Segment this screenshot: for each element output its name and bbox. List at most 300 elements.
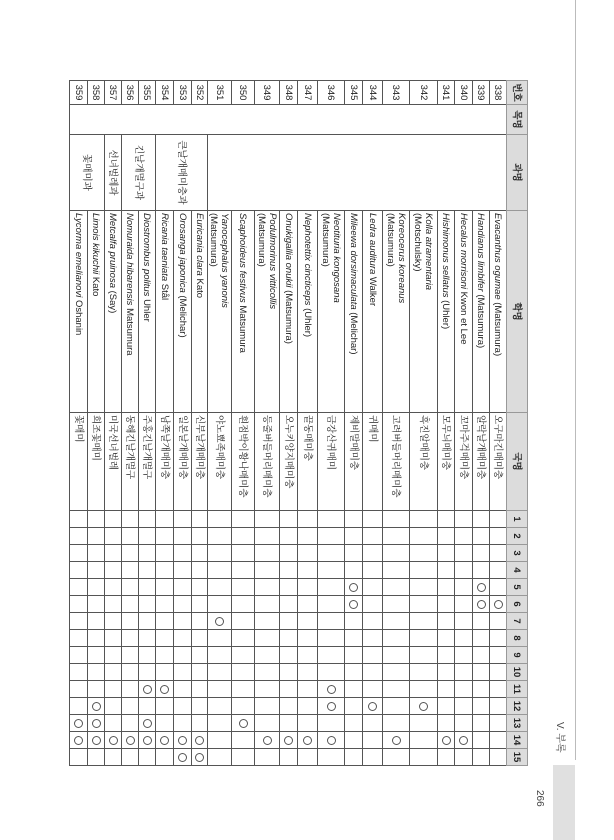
site-cell-15 [298,749,318,766]
site-cell-7 [255,613,280,630]
site-cell-4 [383,562,410,579]
site-cell-4 [318,562,345,579]
site-cell-2 [88,528,105,545]
site-cell-5 [208,579,232,596]
site-cell-10 [318,664,345,681]
row-number: 357 [105,81,122,105]
presence-circle-icon [195,753,204,762]
site-cell-7 [122,613,139,630]
row-number: 342 [410,81,438,105]
site-cell-13 [298,715,318,732]
scientific-name [139,211,156,413]
site-cell-7 [318,613,345,630]
site-cell-10 [174,664,192,681]
site-cell-3 [455,545,473,562]
site-cell-1 [438,511,455,528]
family-cell: 큰날개매미충과 [156,135,208,211]
site-cell-15 [490,749,507,766]
site-cell-1 [105,511,122,528]
site-cell-10 [455,664,473,681]
site-cell-7 [490,613,507,630]
presence-circle-icon [143,719,152,728]
site-cell-5 [192,579,208,596]
presence-circle-icon [477,600,486,609]
site-cell-9 [280,647,298,664]
presence-circle-icon [419,702,428,711]
site-cell-6 [455,596,473,613]
site-cell-14 [88,732,105,749]
species-name: Orosanga japonica [177,213,188,293]
author: (Matsumura) [475,294,487,349]
presence-circle-icon [368,702,377,711]
site-cell-15 [139,749,156,766]
site-cell-13 [438,715,455,732]
site-cell-4 [490,562,507,579]
site-cell-1 [363,511,383,528]
site-cell-14 [139,732,156,749]
scientific-name [438,211,455,413]
presence-circle-icon [263,736,272,745]
family-cell: 꽃매미과 [70,135,105,211]
author: Kato [194,278,205,299]
site-cell-14 [473,732,490,749]
site-cell-8 [70,630,88,647]
site-cell-4 [473,562,490,579]
site-cell-4 [280,562,298,579]
site-cell-6 [232,596,255,613]
site-cell-15 [345,749,363,766]
header-site-14: 14 [507,732,528,749]
site-cell-10 [345,664,363,681]
header-site-10: 10 [507,664,528,681]
species-name: Handianus limbifer [475,213,487,292]
site-cell-13 [318,715,345,732]
site-cell-14 [208,732,232,749]
site-cell-2 [438,528,455,545]
table-row [490,81,507,766]
site-cell-11 [122,681,139,698]
site-cell-8 [298,630,318,647]
author: (Melichar) [348,312,359,355]
species-name: Evacanthus ogumae [492,213,504,300]
site-cell-1 [345,511,363,528]
site-cell-12 [473,698,490,715]
site-cell-2 [298,528,318,545]
scientific-name [318,211,345,413]
site-cell-5 [122,579,139,596]
site-cell-6 [383,596,410,613]
site-cell-7 [455,613,473,630]
site-cell-15 [105,749,122,766]
site-cell-14 [363,732,383,749]
scientific-name [208,211,232,413]
site-cell-1 [208,511,232,528]
site-cell-1 [156,511,174,528]
presence-circle-icon [392,736,401,745]
site-cell-6 [70,596,88,613]
site-cell-15 [70,749,88,766]
korean-name: 야노뾰족매미충 [208,413,232,511]
author: Stål [159,283,170,301]
site-cell-11 [383,681,410,698]
site-cell-15 [174,749,192,766]
site-cell-14 [122,732,139,749]
site-cell-13 [156,715,174,732]
presence-circle-icon [126,736,135,745]
site-cell-7 [410,613,438,630]
site-cell-1 [232,511,255,528]
site-cell-3 [174,545,192,562]
site-cell-8 [174,630,192,647]
scientific-name [192,211,208,413]
presence-circle-icon [477,583,486,592]
row-number: 356 [122,81,139,105]
site-cell-13 [473,715,490,732]
site-cell-3 [363,545,383,562]
presence-circle-icon [195,736,204,745]
site-cell-8 [156,630,174,647]
row-number: 347 [298,81,318,105]
site-cell-5 [139,579,156,596]
site-cell-15 [232,749,255,766]
site-cell-10 [192,664,208,681]
margin-rule [575,0,576,760]
site-cell-2 [174,528,192,545]
site-cell-14 [438,732,455,749]
korean-name: 고려버들머리매미충 [383,413,410,511]
table-row [192,81,208,766]
header-no: 번호 [507,81,528,105]
header-site-2: 2 [507,528,528,545]
scientific-name [298,211,318,413]
header-scientific-name: 학명 [507,211,528,413]
species-name: Nephotettix cincticeps [302,213,313,306]
site-cell-11 [156,681,174,698]
site-cell-11 [280,681,298,698]
site-cell-8 [105,630,122,647]
site-cell-3 [473,545,490,562]
site-cell-7 [70,613,88,630]
site-cell-6 [318,596,345,613]
row-number: 350 [232,81,255,105]
site-cell-13 [255,715,280,732]
row-number: 339 [473,81,490,105]
site-cell-6 [208,596,232,613]
row-number: 343 [383,81,410,105]
site-cell-13 [88,715,105,732]
site-cell-2 [383,528,410,545]
site-cell-3 [139,545,156,562]
site-cell-10 [490,664,507,681]
site-cell-13 [490,715,507,732]
scientific-name [70,211,88,413]
site-cell-6 [192,596,208,613]
presence-circle-icon [92,719,101,728]
presence-circle-icon [239,719,248,728]
site-cell-5 [410,579,438,596]
site-cell-12 [156,698,174,715]
presence-circle-icon [442,736,451,745]
site-cell-6 [139,596,156,613]
presence-circle-icon [349,583,358,592]
author: Kwon et Lee [458,291,469,345]
author: (Matsumura) [492,302,504,357]
site-cell-5 [473,579,490,596]
site-cell-12 [139,698,156,715]
row-number: 349 [255,81,280,105]
site-cell-13 [455,715,473,732]
site-cell-10 [298,664,318,681]
header-site-12: 12 [507,698,528,715]
site-cell-11 [345,681,363,698]
presence-circle-icon [459,736,468,745]
row-number: 359 [70,81,88,105]
header-site-8: 8 [507,630,528,647]
site-cell-12 [232,698,255,715]
site-cell-8 [473,630,490,647]
header-site-1: 1 [507,511,528,528]
site-cell-12 [70,698,88,715]
site-cell-12 [208,698,232,715]
site-cell-15 [122,749,139,766]
site-cell-9 [192,647,208,664]
site-cell-2 [156,528,174,545]
site-cell-9 [139,647,156,664]
family-cell: 긴날개멸구과 [122,135,156,211]
site-cell-12 [363,698,383,715]
site-cell-6 [174,596,192,613]
site-cell-11 [88,681,105,698]
site-cell-9 [473,647,490,664]
species-name: Yanocephalus yanonis [219,213,231,308]
row-number: 354 [156,81,174,105]
site-cell-13 [410,715,438,732]
site-cell-12 [438,698,455,715]
species-name: Scaphoideus festivus [237,213,249,303]
species-name: Koreocerus koreanus [396,213,407,304]
site-cell-3 [318,545,345,562]
site-cell-2 [232,528,255,545]
header-site-3: 3 [507,545,528,562]
site-cell-13 [232,715,255,732]
site-cell-12 [383,698,410,715]
author: Matsumura [124,308,136,356]
presence-circle-icon [349,600,358,609]
site-cell-1 [473,511,490,528]
site-cell-14 [345,732,363,749]
site-cell-10 [255,664,280,681]
author: (Matsumura) [385,213,396,267]
site-cell-9 [88,647,105,664]
site-cell-3 [122,545,139,562]
korean-name: 오구마긴매미충 [490,413,507,511]
site-cell-4 [105,562,122,579]
site-cell-13 [383,715,410,732]
site-cell-9 [255,647,280,664]
row-number: 355 [139,81,156,105]
header-site-7: 7 [507,613,528,630]
site-cell-9 [232,647,255,664]
site-cell-5 [156,579,174,596]
site-cell-8 [192,630,208,647]
site-cell-6 [88,596,105,613]
author: Walker [367,276,378,307]
korean-name: 모무늬매미충 [438,413,455,511]
scientific-name [383,211,410,413]
site-cell-15 [280,749,298,766]
korean-name: 오누키양지매미충 [280,413,298,511]
author: Uhler [141,299,153,322]
site-cell-2 [70,528,88,545]
site-cell-13 [122,715,139,732]
site-cell-8 [139,630,156,647]
row-number: 352 [192,81,208,105]
site-cell-2 [345,528,363,545]
site-cell-7 [88,613,105,630]
site-cell-2 [490,528,507,545]
site-cell-4 [122,562,139,579]
site-cell-1 [70,511,88,528]
site-cell-9 [490,647,507,664]
site-cell-3 [105,545,122,562]
site-cell-15 [208,749,232,766]
author: Kato [90,276,102,297]
header-site-11: 11 [507,681,528,698]
site-cell-14 [490,732,507,749]
species-name: Onukigallia onukii [283,213,294,288]
presence-circle-icon [160,736,169,745]
site-cell-13 [105,715,122,732]
site-cell-4 [410,562,438,579]
site-cell-3 [345,545,363,562]
site-cell-12 [318,698,345,715]
site-cell-14 [174,732,192,749]
site-cell-8 [88,630,105,647]
site-cell-14 [383,732,410,749]
site-cell-4 [438,562,455,579]
row-number: 348 [280,81,298,105]
site-cell-7 [363,613,383,630]
presence-circle-icon [92,736,101,745]
site-cell-12 [298,698,318,715]
scientific-name [490,211,507,413]
site-cell-7 [383,613,410,630]
site-cell-15 [192,749,208,766]
site-cell-5 [105,579,122,596]
site-cell-12 [174,698,192,715]
site-cell-11 [192,681,208,698]
site-cell-11 [318,681,345,698]
row-number: 338 [490,81,507,105]
site-cell-2 [122,528,139,545]
site-cell-5 [438,579,455,596]
site-cell-5 [383,579,410,596]
site-cell-11 [298,681,318,698]
species-name: Limois kikuchii [90,213,102,275]
site-cell-3 [490,545,507,562]
site-cell-7 [473,613,490,630]
site-cell-12 [490,698,507,715]
species-name: Euricania clara [194,213,205,276]
site-cell-1 [255,511,280,528]
site-cell-2 [208,528,232,545]
site-cell-12 [280,698,298,715]
site-cell-3 [156,545,174,562]
site-cell-15 [473,749,490,766]
korean-name: 꽃매미 [70,413,88,511]
site-cell-9 [410,647,438,664]
site-cell-11 [473,681,490,698]
site-cell-6 [410,596,438,613]
korean-name: 일본날개매미충 [174,413,192,511]
site-cell-5 [490,579,507,596]
site-cell-15 [363,749,383,766]
species-table [69,80,528,766]
korean-name: 제비말매미충 [345,413,363,511]
site-cell-15 [410,749,438,766]
site-cell-4 [208,562,232,579]
site-cell-1 [88,511,105,528]
site-cell-14 [318,732,345,749]
site-cell-14 [255,732,280,749]
site-cell-9 [208,647,232,664]
section-label: V. 부록 [554,722,565,753]
site-cell-14 [156,732,174,749]
species-name: Diostrombus politus [141,213,153,297]
site-cell-9 [122,647,139,664]
row-number: 345 [345,81,363,105]
site-cell-6 [345,596,363,613]
site-cell-10 [122,664,139,681]
site-cell-2 [192,528,208,545]
site-cell-12 [105,698,122,715]
header-site-6: 6 [507,596,528,613]
row-number: 344 [363,81,383,105]
site-cell-3 [280,545,298,562]
species-table-rotated [69,80,528,765]
presence-circle-icon [327,736,336,745]
site-cell-7 [438,613,455,630]
site-cell-1 [383,511,410,528]
site-cell-15 [383,749,410,766]
author: (Matsumura) [256,213,267,267]
site-cell-4 [192,562,208,579]
row-number: 346 [318,81,345,105]
site-cell-10 [280,664,298,681]
site-cell-4 [363,562,383,579]
site-cell-8 [383,630,410,647]
site-cell-7 [298,613,318,630]
site-cell-4 [88,562,105,579]
row-number: 358 [88,81,105,105]
scientific-name [232,211,255,413]
site-cell-5 [174,579,192,596]
scientific-name [156,211,174,413]
site-cell-7 [105,613,122,630]
scientific-name [363,211,383,413]
site-cell-13 [345,715,363,732]
site-cell-15 [88,749,105,766]
author: Matsumura [237,305,249,353]
site-cell-14 [70,732,88,749]
scientific-name [88,211,105,413]
site-cell-6 [473,596,490,613]
site-cell-8 [455,630,473,647]
author: (Matsumura) [320,213,331,267]
site-cell-10 [473,664,490,681]
site-cell-11 [455,681,473,698]
scientific-name [105,211,122,413]
